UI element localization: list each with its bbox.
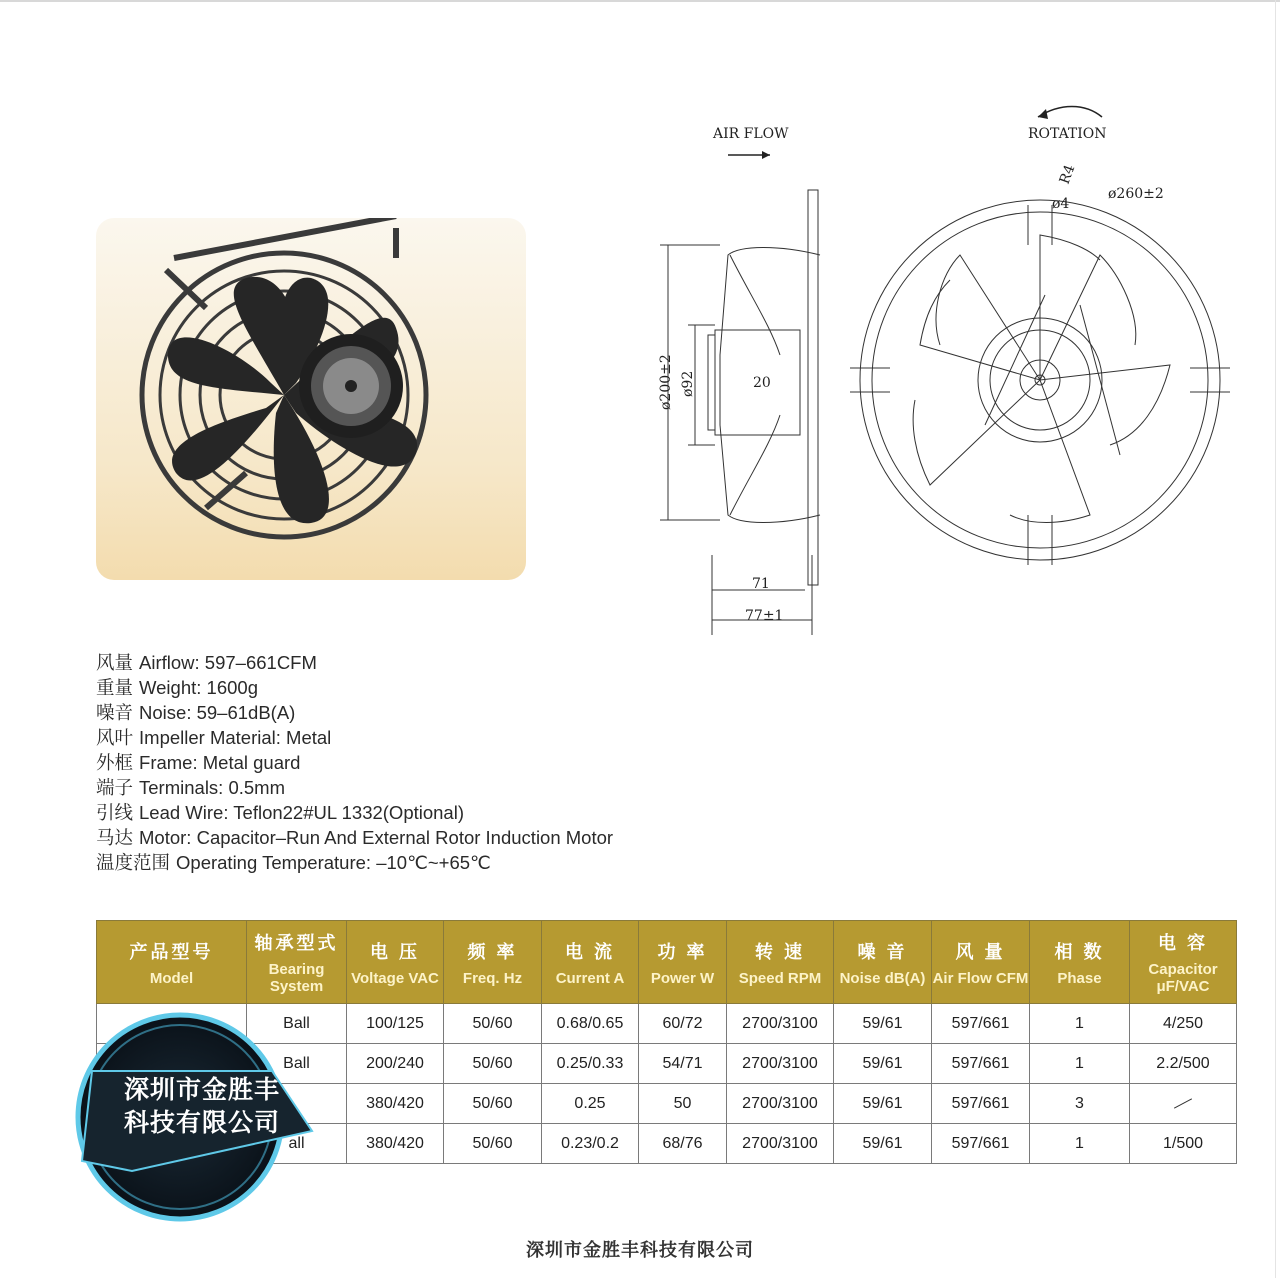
spec-terminals: 端子 Terminals: 0.5mm <box>96 777 285 798</box>
spec-temperature: 温度范围 Operating Temperature: –10℃~+65℃ <box>96 852 491 873</box>
footer-company-name: 深圳市金胜丰科技有限公司 <box>526 1240 754 1261</box>
dim-71: 71 <box>752 576 770 592</box>
header-bearing: 轴承型式 Bearing System <box>247 921 347 1004</box>
header-current: 电 流 Current A <box>542 921 639 1004</box>
watermark-text: 深圳市金胜丰 科技有限公司 <box>123 1075 280 1137</box>
airflow-arrowhead-icon <box>762 151 770 159</box>
dim-hole-diameter: ø4 <box>1052 196 1070 212</box>
rotation-arrow-icon <box>1038 107 1102 118</box>
table-row: 380/420 50/60 0.25 50 2700/3100 59/61 597/661 3 <box>97 1084 1237 1124</box>
technical-drawings <box>640 95 1240 640</box>
header-voltage: 电 压 Voltage VAC <box>347 921 444 1004</box>
airflow-label: AIR FLOW <box>713 126 789 142</box>
table-header-row <box>97 921 1237 1004</box>
spec-list <box>96 650 796 875</box>
front-view <box>850 200 1230 565</box>
dim-hub-diameter: ø92 <box>680 370 696 397</box>
header-model: 产品型号 Model <box>97 921 247 1004</box>
header-power: 功 率 Power W <box>639 921 727 1004</box>
dim-guard-diameter: ø260±2 <box>1108 186 1164 202</box>
header-phase: 相 数 Phase <box>1030 921 1130 1004</box>
capacitor-none-slash-icon <box>1130 1084 1237 1124</box>
spec-lead-wire: 引线 Lead Wire: Teflon22#UL 1332(Optional) <box>96 802 464 823</box>
dim-20: 20 <box>753 375 771 391</box>
dim-77: 77±1 <box>745 608 784 624</box>
header-speed: 转 速 Speed RPM <box>727 921 834 1004</box>
table-row: Ball 200/240 50/60 0.25/0.33 54/71 2700/3100 59/61 597/661 1 2.2/500 <box>97 1044 1237 1084</box>
spec-airflow: 风量 Airflow: 597–661CFM <box>96 652 317 673</box>
dim-outer-diameter: ø200±2 <box>658 354 674 410</box>
spec-motor: 马达 Motor: Capacitor–Run And External Rotor Induction Motor <box>96 827 614 848</box>
fan-photo <box>96 218 526 580</box>
spec-frame: 外框 Frame: Metal guard <box>96 752 301 773</box>
product-photo-panel <box>96 218 526 580</box>
header-capacitor: 电 容 Capacitor μF/VAC <box>1130 921 1237 1004</box>
rotation-arrowhead-icon <box>1038 109 1048 119</box>
spec-noise: 噪音 Noise: 59–61dB(A) <box>96 702 296 723</box>
right-rule <box>1275 0 1276 1278</box>
table-row: all 380/420 50/60 0.23/0.2 68/76 2700/3100 59/61 597/661 1 1/500 <box>97 1124 1237 1164</box>
rotation-label: ROTATION <box>1028 126 1107 142</box>
dim-r4: R4 <box>1056 162 1079 187</box>
top-rule <box>0 0 1280 2</box>
table-row: Ball 100/125 50/60 0.68/0.65 60/72 2700/3100 59/61 597/661 1 4/250 <box>97 1004 1237 1044</box>
header-frequency: 频 率 Freq. Hz <box>444 921 542 1004</box>
spec-weight: 重量 Weight: 1600g <box>96 677 258 698</box>
spec-impeller: 风叶 Impeller Material: Metal <box>96 727 332 748</box>
header-airflow: 风 量 Air Flow CFM <box>932 921 1030 1004</box>
header-noise: 噪 音 Noise dB(A) <box>834 921 932 1004</box>
side-view <box>660 190 820 635</box>
